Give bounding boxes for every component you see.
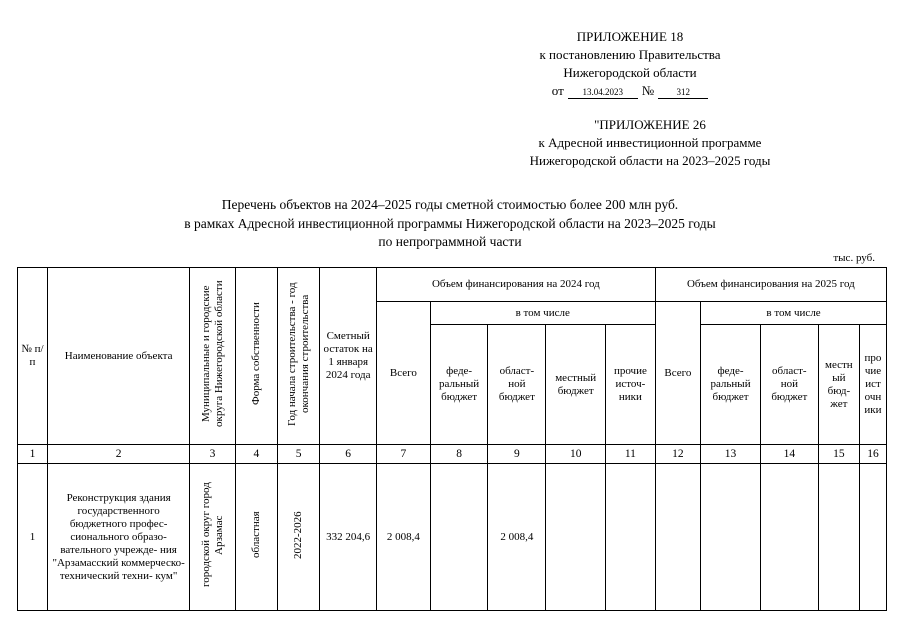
list-title-line-3: по непрограммной части [378, 234, 522, 249]
header-fin-2024: Объем финансирования на 2024 год [377, 268, 656, 302]
column-number: 6 [320, 445, 377, 464]
column-number: 11 [606, 445, 656, 464]
row-years-text: 2022-2026 [292, 511, 305, 559]
header-local-2025: местн ый бюд- жет [818, 325, 859, 445]
header-incl-2024: в том числе [430, 302, 655, 325]
header-regional-2025: област- ной бюджет [760, 325, 818, 445]
program-header [440, 116, 860, 170]
column-number: 10 [546, 445, 606, 464]
header-name: Наименование объекта [47, 268, 189, 445]
header-balance: Сметный остаток на 1 января 2024 года [320, 268, 377, 445]
row-municipality-text: городской округ город Арзамас [199, 482, 225, 588]
row-balance: 332 204,6 [320, 464, 377, 611]
column-number: 8 [430, 445, 488, 464]
header-local-2024: местный бюджет [546, 325, 606, 445]
column-number: 12 [655, 445, 700, 464]
row-local-2024 [546, 464, 606, 611]
row-total-2025 [655, 464, 700, 611]
row-regional-2024: 2 008,4 [488, 464, 546, 611]
appendix-line-2: к постановлению Правительства [539, 47, 721, 62]
column-numbers-row [18, 445, 887, 464]
list-title-line-2: в рамках Адресной инвестиционной программы Нижегородской области на 2023–2025 годы [184, 215, 716, 231]
header-federal-2025: феде- ральный бюджет [701, 325, 761, 445]
header-other-2024: прочие источ- ники [606, 325, 656, 445]
program-line-2: к Адресной инвестиционной программе [538, 135, 762, 150]
row-ownership [235, 464, 277, 611]
row-ownership-text: областная [249, 511, 262, 559]
header-ownership [235, 268, 277, 445]
table-row [18, 464, 887, 611]
appendix-header [480, 28, 780, 100]
header-other-2025: про чие ист очн ики [859, 325, 886, 445]
list-title-line-1: Перечень объектов на 2024–2025 годы сметной стоимостью более 200 млн руб. [221, 197, 679, 212]
decree-date-line [480, 82, 780, 100]
units-label: тыс. руб. [833, 252, 875, 264]
column-number: 5 [278, 445, 320, 464]
header-years-text: Год начала строительства - год окончания строительства [285, 282, 311, 426]
row-federal-2024 [430, 464, 488, 611]
header-federal-2024: феде- ральный бюджет [430, 325, 488, 445]
objects-table [17, 267, 887, 611]
column-number: 9 [488, 445, 546, 464]
list-title [130, 196, 770, 252]
column-number: 4 [235, 445, 277, 464]
number-sign: № [641, 83, 655, 98]
header-total-2025: Всего [655, 302, 700, 445]
column-number: 3 [190, 445, 235, 464]
row-local-2025 [818, 464, 859, 611]
from-label: от [551, 83, 564, 98]
column-number: 13 [701, 445, 761, 464]
decree-number: 312 [658, 86, 708, 99]
column-number: 15 [818, 445, 859, 464]
header-municipality [190, 268, 235, 445]
header-municipality-text: Муниципальные и городские округа Нижегородской области [199, 280, 225, 428]
header-ownership-text: Форма собственности [249, 302, 262, 406]
appendix-title: ПРИЛОЖЕНИЕ 18 [576, 29, 684, 44]
header-years [278, 268, 320, 445]
row-federal-2025 [701, 464, 761, 611]
column-number: 7 [377, 445, 431, 464]
header-total-2024: Всего [377, 302, 431, 445]
row-num: 1 [18, 464, 48, 611]
appendix-line-3: Нижегородской области [563, 65, 697, 80]
row-total-2024: 2 008,4 [377, 464, 431, 611]
row-regional-2025 [760, 464, 818, 611]
program-line-3: Нижегородской области на 2023–2025 годы [529, 153, 771, 168]
column-number: 14 [760, 445, 818, 464]
column-number: 1 [18, 445, 48, 464]
row-object-name: Реконструкция здания государственного бюджетного профес- сионального образо- вательного учрежде- ния "Арзамасский коммерческо- технический техни- кум" [47, 464, 189, 611]
program-title: "ПРИЛОЖЕНИЕ 26 [594, 117, 706, 132]
decree-date: 13.04.2023 [568, 86, 638, 99]
header-incl-2025: в том числе [701, 302, 887, 325]
row-years [278, 464, 320, 611]
row-other-2024 [606, 464, 656, 611]
column-number: 16 [859, 445, 886, 464]
row-municipality [190, 464, 235, 611]
row-other-2025 [859, 464, 886, 611]
header-regional-2024: област- ной бюджет [488, 325, 546, 445]
column-number: 2 [47, 445, 189, 464]
header-fin-2025: Объем финансирования на 2025 год [655, 268, 886, 302]
header-num: № п/п [18, 268, 48, 445]
